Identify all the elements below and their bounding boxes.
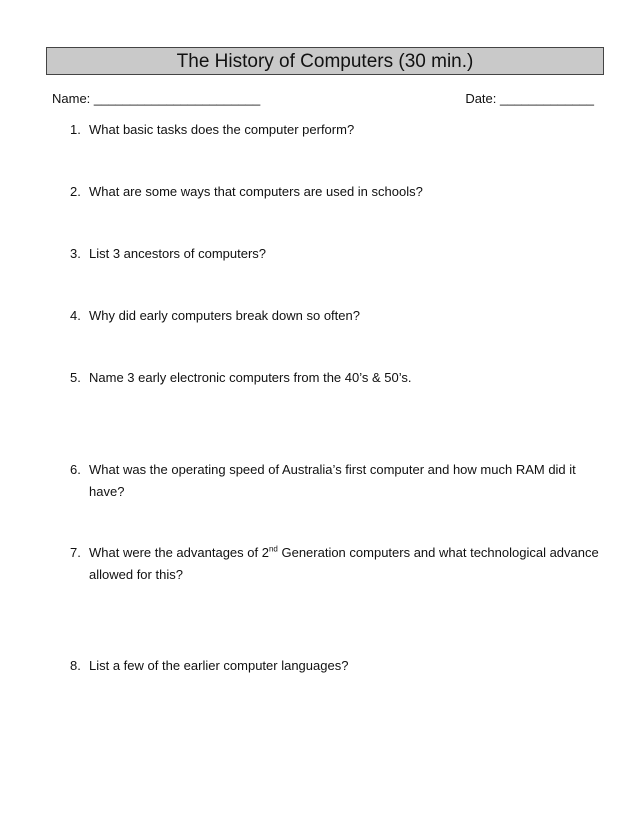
question-text: List a few of the earlier computer languages?	[89, 658, 349, 673]
question-item	[70, 119, 610, 141]
question-text: Why did early computers break down so often?	[89, 308, 360, 323]
question-number: 6.	[70, 462, 81, 477]
question-text: Name 3 early electronic computers from the 40’s & 50’s.	[89, 370, 412, 385]
question-text: List 3 ancestors of computers?	[89, 246, 267, 261]
question-text-part: Generation computers and what technological advance allowed for this?	[89, 545, 599, 582]
question-number: 4.	[70, 308, 81, 323]
name-field-label: Name: _______________________	[52, 91, 261, 106]
date-field-label: Date: _____________	[465, 91, 594, 106]
question-text: What was the operating speed of Australia’s first computer and how much RAM did it have?	[89, 462, 576, 499]
question-number: 5.	[70, 370, 81, 385]
question-item	[70, 542, 610, 586]
question-text: What are some ways that computers are used in schools?	[89, 184, 423, 199]
question-text: What basic tasks does the computer perform?	[89, 122, 355, 137]
page-title: The History of Computers (30 min.)	[176, 51, 474, 72]
question-item	[70, 655, 610, 677]
question-text	[89, 542, 610, 586]
question-number: 7.	[70, 545, 81, 560]
question-text-part: What were the advantages of 2	[89, 545, 269, 560]
question-item	[70, 305, 610, 327]
question-item	[70, 243, 610, 265]
question-number: 3.	[70, 246, 81, 261]
ordinal-superscript: nd	[268, 544, 278, 554]
question-number: 2.	[70, 184, 81, 199]
question-number: 1.	[70, 122, 81, 137]
question-item	[70, 181, 610, 203]
question-item	[70, 459, 610, 503]
page-title-box	[46, 47, 604, 75]
question-number: 8.	[70, 658, 81, 673]
question-item	[70, 367, 610, 389]
